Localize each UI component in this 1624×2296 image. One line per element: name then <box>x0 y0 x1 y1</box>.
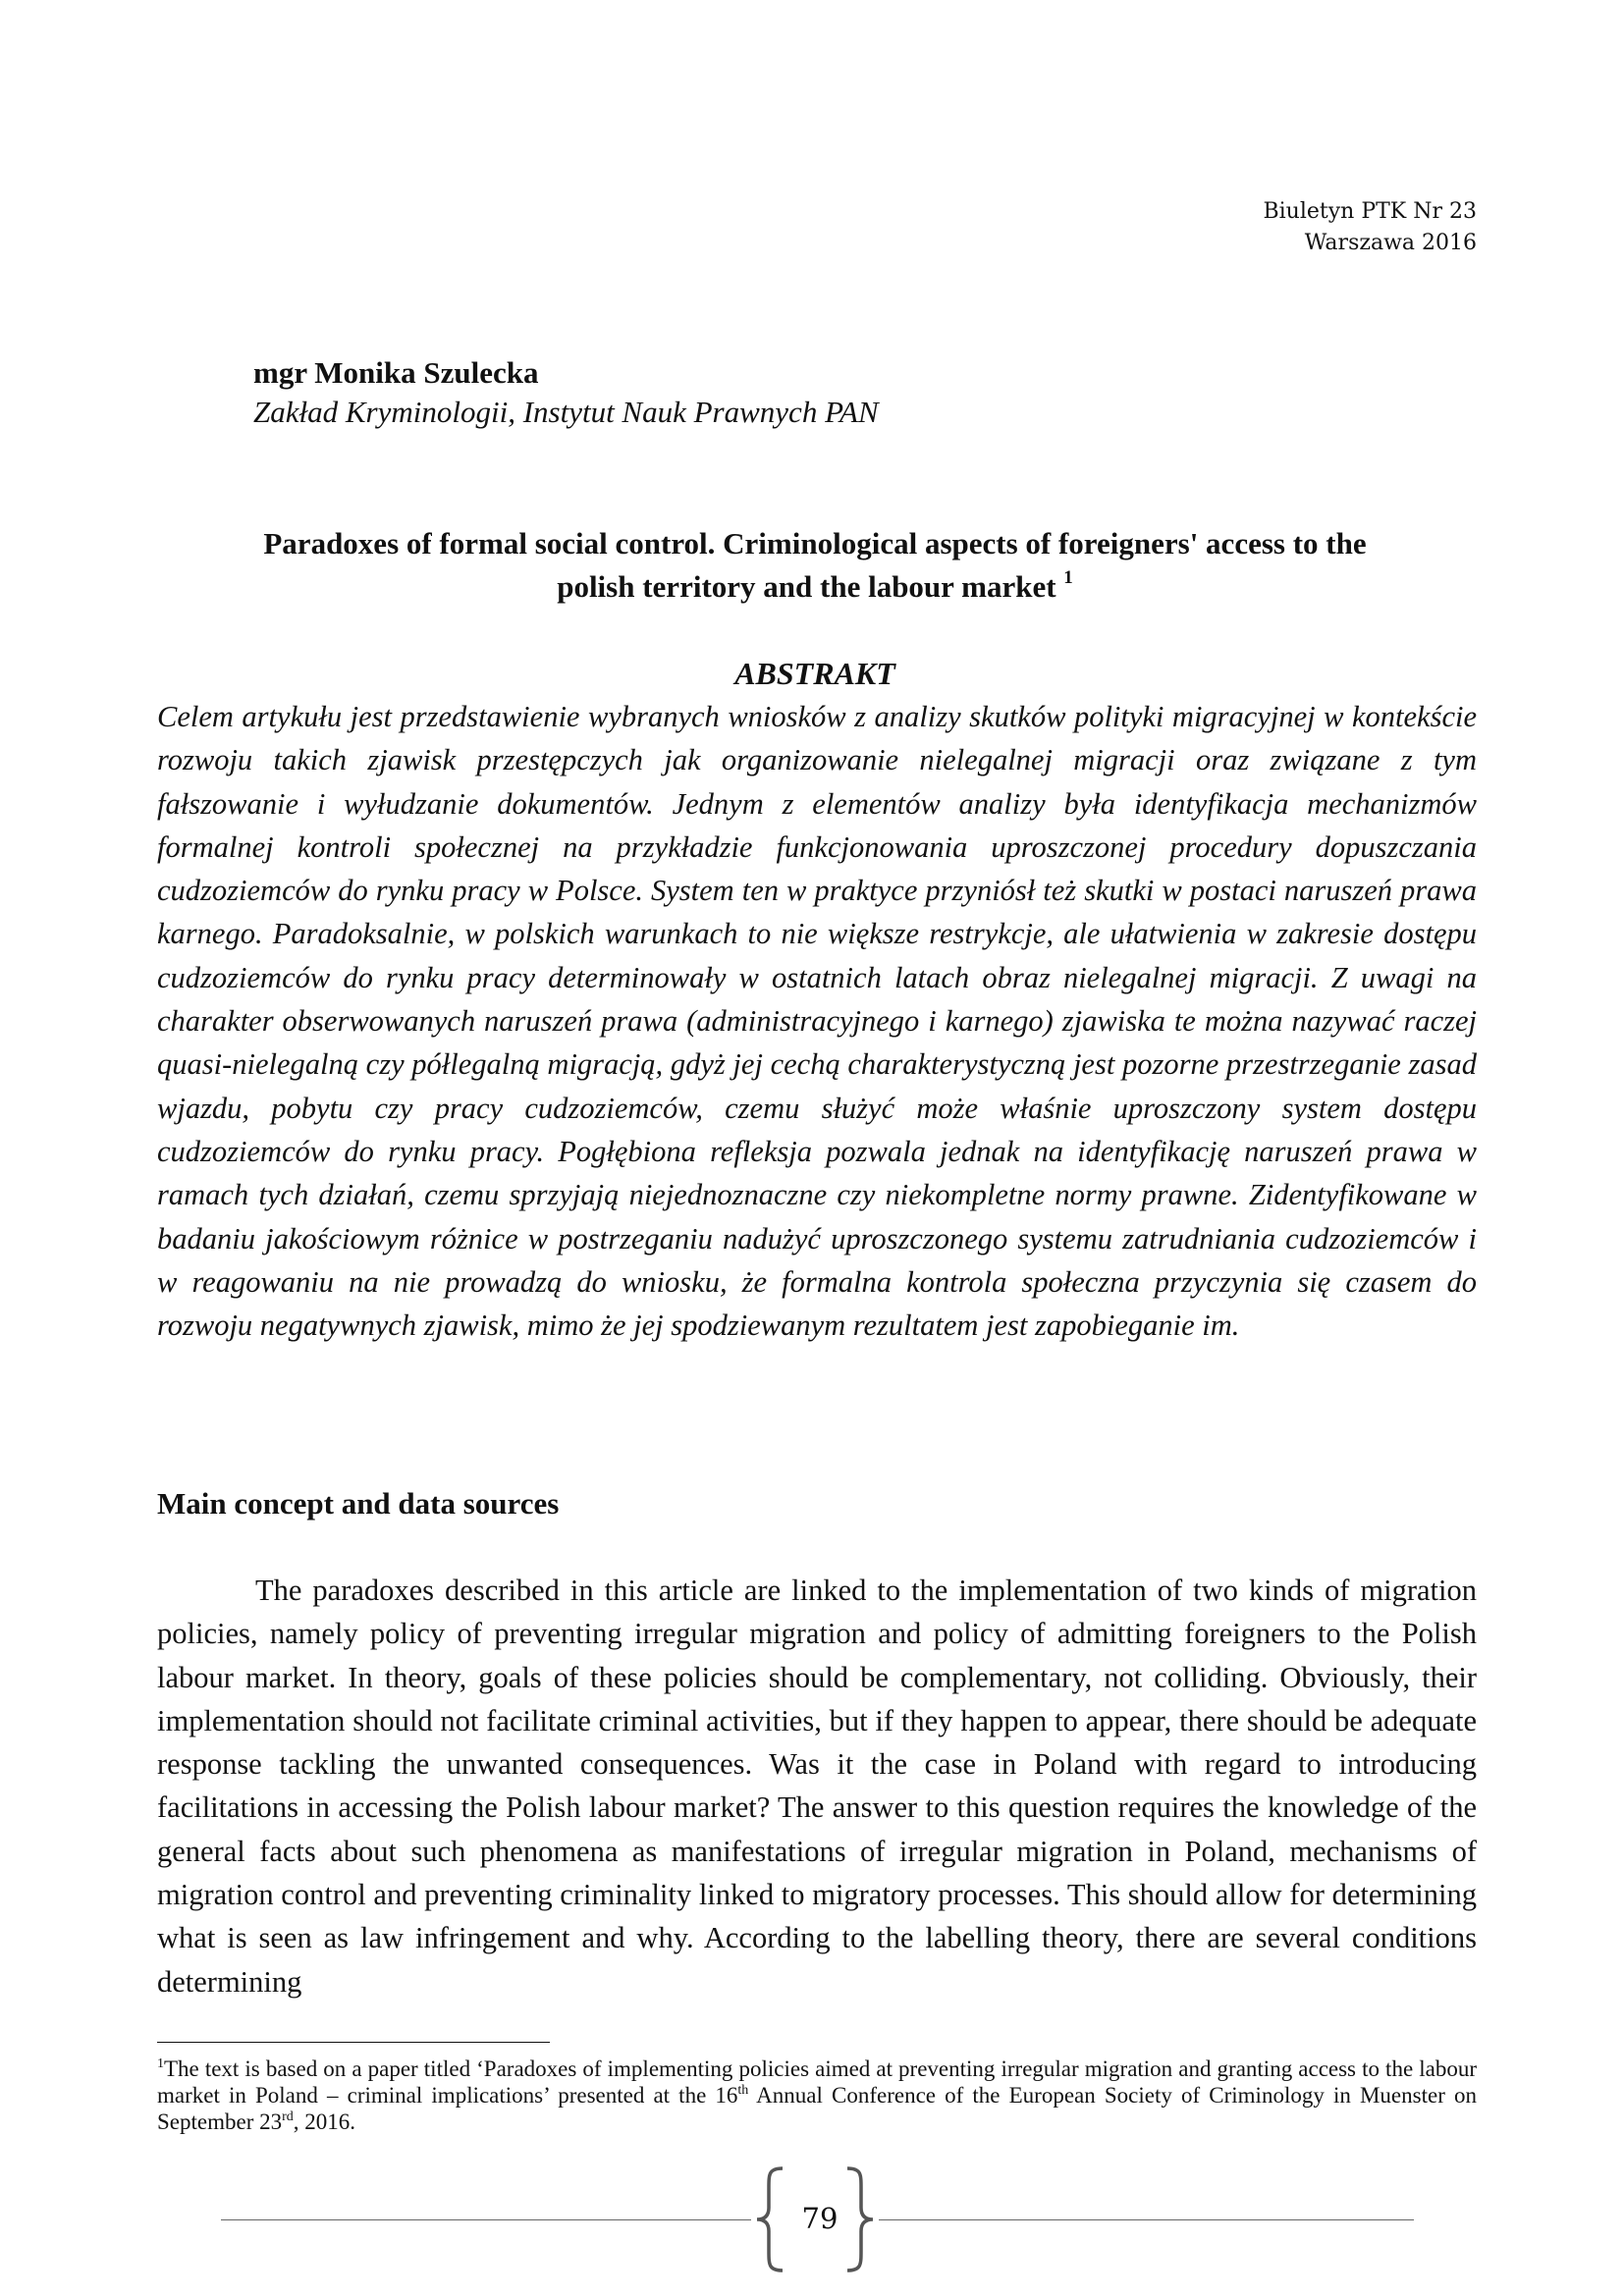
author-affiliation: Zakład Kryminologii, Instytut Nauk Prawnych PAN <box>253 395 879 429</box>
author-block <box>253 353 1432 432</box>
footnote-text-part-1: The text is based on a paper titled ‘Paradoxes of implementing policies aimed at preventing irregular migration and granting access to the labour market in Poland – criminal implications’ presented at the 16 <box>157 2056 1477 2108</box>
footnote-separator <box>157 2042 550 2043</box>
footnote <box>157 2056 1477 2135</box>
footnote-sup-1: th <box>737 2083 749 2098</box>
article-title <box>157 522 1473 609</box>
journal-name: Biuletyn PTK Nr 23 <box>1263 199 1477 224</box>
author-name: mgr Monika Szulecka <box>253 355 539 390</box>
page-footer-line-left <box>221 2219 751 2220</box>
footnote-sup-2: rd <box>282 2109 294 2124</box>
footnote-number: 1 <box>157 2056 164 2071</box>
abstract-heading: ABSTRAKT <box>734 656 895 691</box>
abstract-text: Celem artykułu jest przedstawienie wybranych wniosków z analizy skutków polityki migracyjnej w kontekście rozwoju takich zjawisk przestępczych jak organizowanie nielegalnej migracji oraz związane z tym fałszowanie i wyłudzanie dokumentów. Jednym z elementów analizy była identyfikacja mechanizmów formalnej kontroli społecznej na przykładzie funkcjonowania uproszczonej procedury dopuszczania cudzoziemców do rynku pracy w Polsce. System ten w praktyce przyniósł też skutki w postaci naruszeń prawa karnego. Paradoksalnie, w polskich warunkach to nie większe restrykcje, ale ułatwienia w zakresie dostępu cudzoziemców do rynku pracy determinowały w ostatnich latach obraz nielegalnej migracji. Z uwagi na charakter obserwowanych naruszeń prawa (administracyjnego i karnego) zjawiska te można nazywać raczej quasi-nielegalną czy półlegalną migracją, gdyż jej cechą charakterystyczną jest pozorne przestrzeganie zasad wjazdu, pobytu czy pracy cudzoziemców, czemu służyć może właśnie uproszczony system dostępu cudzoziemców do rynku pracy. Pogłębiona refleksja pozwala jednak na identyfikację naruszeń prawa w ramach tych działań, czemu sprzyjają niejednoznaczne czy niekompletne normy prawne. Zidentyfikowane w badaniu jakościowym różnice w postrzeganiu nadużyć uproszczonego systemu zatrudniania cudzoziemców i w reagowaniu na nie prowadzą do wniosku, że formalna kontrola społeczna przyczynia się czasem do rozwoju negatywnych zjawisk, mimo że jej spodziewanym rezultatem jest zapobieganie im. <box>157 700 1477 1343</box>
footnote-text-part-3: , 2016. <box>293 2109 356 2134</box>
section-heading: Main concept and data sources <box>157 1486 560 1521</box>
body-paragraph: The paradoxes described in this article are linked to the implementation of two kinds of migration policies, namely policy of preventing irregular migration and policy of admitting foreigners to the Polish labour market. In theory, goals of these policies should be complementary, not colliding. Obviously, their implementation should not facilitate criminal activities, but if they happen to appear, there should be adequate response tackling the unwanted consequences. Was it the case in Poland with regard to introducing facilitations in accessing the Polish labour market? The answer to this question requires the knowledge of the general facts about such phenomena as manifestations of irregular migration in Poland, mechanisms of migration control and preventing criminality linked to migratory processes. This should allow for determining what is seen as law infringement and why. According to the labelling theory, there are several conditions determining <box>157 1574 1477 1999</box>
page-number: 79 <box>801 2202 839 2235</box>
article-title-line-1: Paradoxes of formal social control. Criminological aspects of foreigners' access to the <box>263 526 1367 561</box>
article-title-line-2: polish territory and the labour market <box>557 569 1056 604</box>
running-header <box>1263 196 1477 259</box>
footnote-text-part-2: Annual Conference of the European Society of Criminology in Muenster on September 23 <box>157 2083 1477 2134</box>
page-footer-line-right <box>879 2219 1414 2220</box>
journal-location-year: Warszawa 2016 <box>1304 231 1477 255</box>
title-footnote-ref[interactable]: 1 <box>1063 567 1073 588</box>
